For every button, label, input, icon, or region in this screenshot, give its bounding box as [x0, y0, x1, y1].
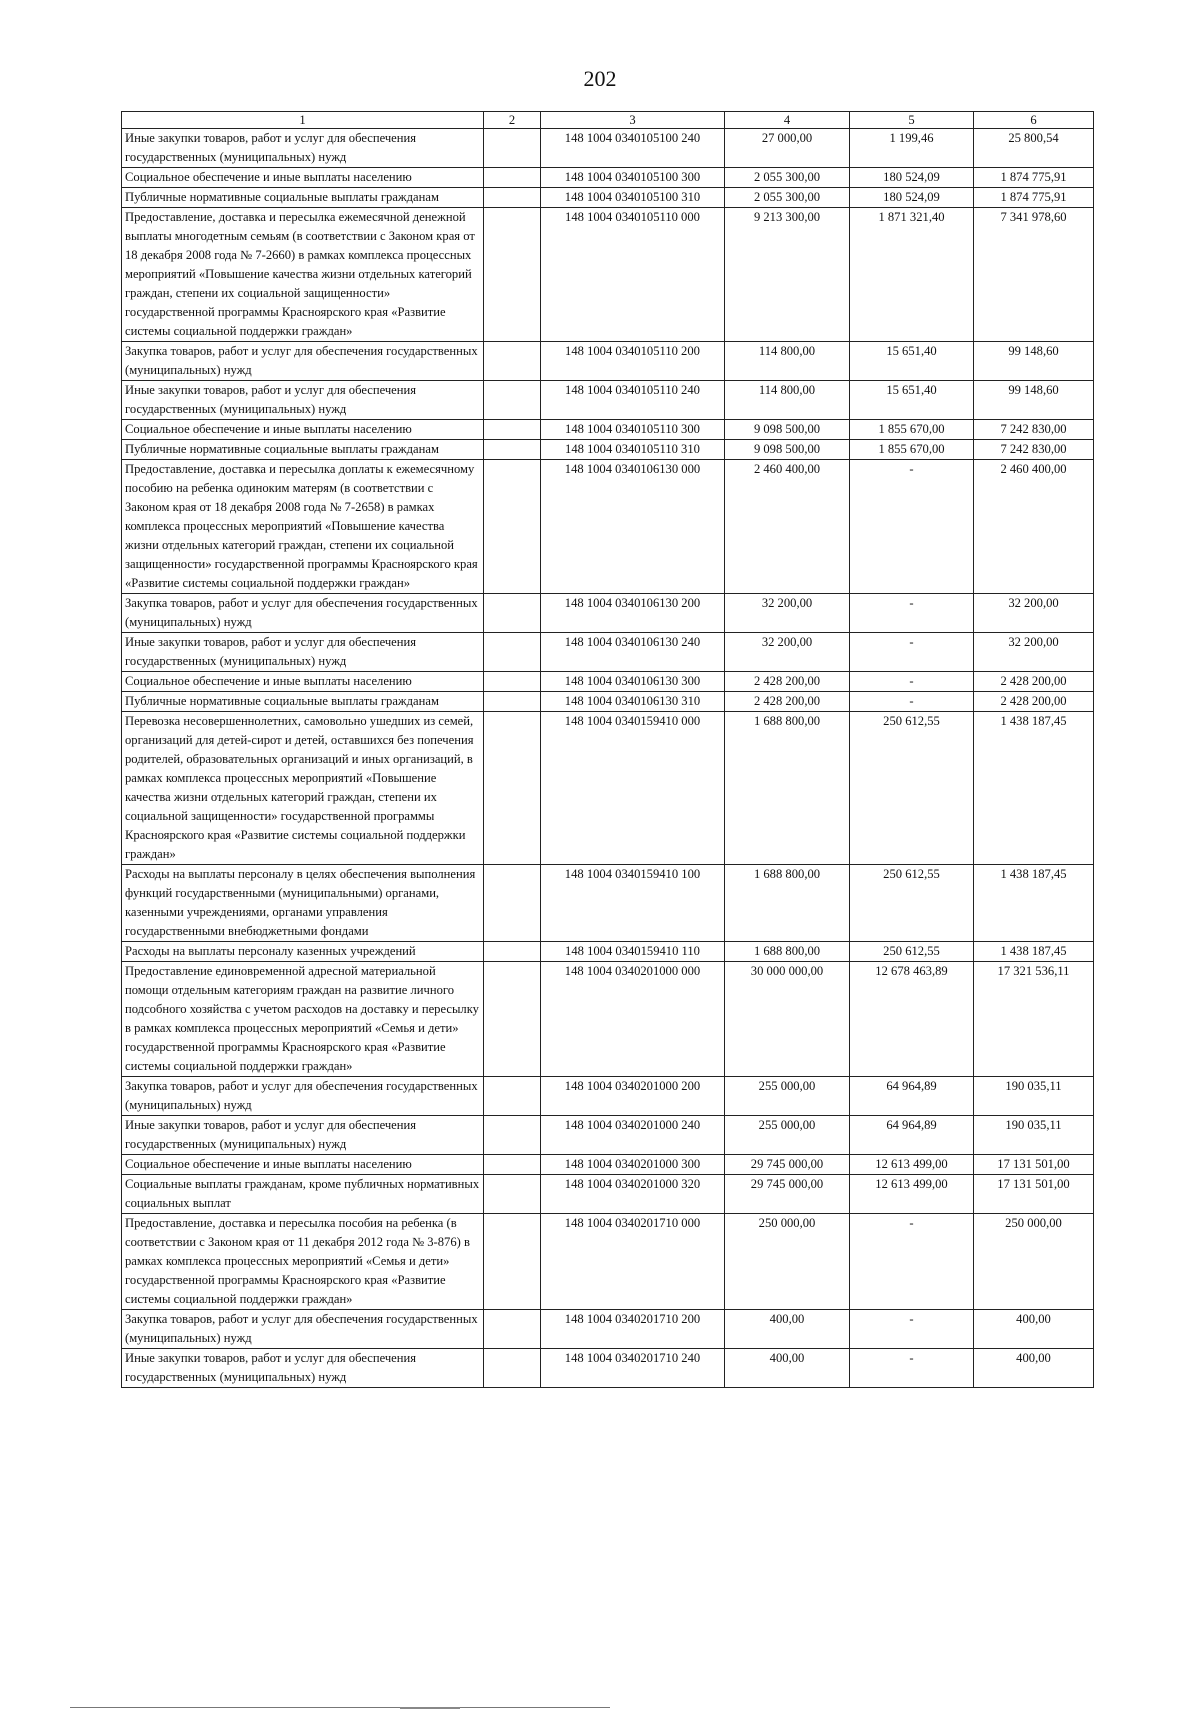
row-executed-cell: -: [850, 594, 974, 633]
column-header: 6: [974, 112, 1094, 129]
row-executed-cell: 15 651,40: [850, 381, 974, 420]
row-code-cell: 148 1004 0340201710 240: [541, 1349, 725, 1388]
row-name-cell: Социальное обеспечение и иные выплаты населению: [122, 420, 484, 440]
table-row: [122, 1310, 1094, 1349]
row-approved-cell: 250 000,00: [725, 1214, 850, 1310]
row-col2-cell: [484, 1349, 541, 1388]
row-remaining-cell: 7 341 978,60: [974, 208, 1094, 342]
row-code-cell: 148 1004 0340106130 240: [541, 633, 725, 672]
row-approved-cell: 2 428 200,00: [725, 692, 850, 712]
row-name-cell: Расходы на выплаты персоналу казенных учреждений: [122, 942, 484, 962]
row-executed-cell: 180 524,09: [850, 168, 974, 188]
row-col2-cell: [484, 342, 541, 381]
page-number: 202: [583, 66, 617, 91]
row-remaining-cell: 190 035,11: [974, 1077, 1094, 1116]
row-approved-cell: 255 000,00: [725, 1077, 850, 1116]
row-executed-cell: 12 613 499,00: [850, 1155, 974, 1175]
row-remaining-cell: 1 874 775,91: [974, 188, 1094, 208]
row-col2-cell: [484, 420, 541, 440]
row-approved-cell: 400,00: [725, 1310, 850, 1349]
budget-table: [121, 111, 1094, 1388]
row-name-cell: Публичные нормативные социальные выплаты гражданам: [122, 188, 484, 208]
row-approved-cell: 2 460 400,00: [725, 460, 850, 594]
row-col2-cell: [484, 942, 541, 962]
budget-sheet: [121, 111, 1093, 1388]
row-col2-cell: [484, 460, 541, 594]
table-row: [122, 633, 1094, 672]
row-col2-cell: [484, 1155, 541, 1175]
row-col2-cell: [484, 440, 541, 460]
row-remaining-cell: 32 200,00: [974, 594, 1094, 633]
row-name-cell: Социальные выплаты гражданам, кроме публичных нормативных социальных выплат: [122, 1175, 484, 1214]
row-code-cell: 148 1004 0340159410 100: [541, 865, 725, 942]
row-col2-cell: [484, 712, 541, 865]
row-remaining-cell: 17 131 501,00: [974, 1155, 1094, 1175]
row-name-cell: Предоставление, доставка и пересылка ежемесячной денежной выплаты многодетным семьям (в соответствии с Законом края от 18 декабря 2008 года № 7-2660) в рамках комплекса процессных мероприятий «Повышение качества жизни отдельных категорий граждан, степени их социальной защищенности» государственной программы Красноярского края «Развитие системы социальной поддержки граждан»: [122, 208, 484, 342]
row-code-cell: 148 1004 0340105110 000: [541, 208, 725, 342]
row-name-cell: Иные закупки товаров, работ и услуг для обеспечения государственных (муниципальных) нужд: [122, 129, 484, 168]
row-col2-cell: [484, 1116, 541, 1155]
row-executed-cell: 250 612,55: [850, 712, 974, 865]
table-row: [122, 129, 1094, 168]
table-row: [122, 208, 1094, 342]
row-name-cell: Иные закупки товаров, работ и услуг для обеспечения государственных (муниципальных) нужд: [122, 1349, 484, 1388]
row-name-cell: Предоставление, доставка и пересылка доплаты к ежемесячному пособию на ребенка одиноким матерям (в соответствии с Законом края от 18 декабря 2008 года № 7-2658) в рамках комплекса процессных мероприятий «Повышение качества жизни отдельных категорий граждан, степени их социальной защищенности» государственной программы Красноярского края «Развитие системы социальной поддержки граждан»: [122, 460, 484, 594]
row-name-cell: Социальное обеспечение и иные выплаты населению: [122, 672, 484, 692]
row-name-cell: Закупка товаров, работ и услуг для обеспечения государственных (муниципальных) нужд: [122, 1077, 484, 1116]
row-col2-cell: [484, 865, 541, 942]
row-executed-cell: 1 855 670,00: [850, 420, 974, 440]
row-remaining-cell: 400,00: [974, 1349, 1094, 1388]
row-col2-cell: [484, 129, 541, 168]
row-approved-cell: 1 688 800,00: [725, 942, 850, 962]
row-name-cell: Иные закупки товаров, работ и услуг для обеспечения государственных (муниципальных) нужд: [122, 1116, 484, 1155]
row-code-cell: 148 1004 0340201000 200: [541, 1077, 725, 1116]
column-header: 3: [541, 112, 725, 129]
row-code-cell: 148 1004 0340105100 300: [541, 168, 725, 188]
row-executed-cell: 12 613 499,00: [850, 1175, 974, 1214]
row-remaining-cell: 1 874 775,91: [974, 168, 1094, 188]
row-name-cell: Предоставление, доставка и пересылка пособия на ребенка (в соответствии с Законом края от 11 декабря 2012 года № 3-876) в рамках комплекса процессных мероприятий «Семья и дети» государственной программы Красноярского края «Развитие системы социальной поддержки граждан»: [122, 1214, 484, 1310]
row-approved-cell: 255 000,00: [725, 1116, 850, 1155]
table-row: [122, 420, 1094, 440]
table-row: [122, 1077, 1094, 1116]
row-col2-cell: [484, 1310, 541, 1349]
row-remaining-cell: 7 242 830,00: [974, 420, 1094, 440]
row-name-cell: Публичные нормативные социальные выплаты гражданам: [122, 440, 484, 460]
table-row: [122, 865, 1094, 942]
row-approved-cell: 400,00: [725, 1349, 850, 1388]
row-executed-cell: -: [850, 460, 974, 594]
table-row: [122, 712, 1094, 865]
row-code-cell: 148 1004 0340201000 000: [541, 962, 725, 1077]
row-name-cell: Иные закупки товаров, работ и услуг для обеспечения государственных (муниципальных) нужд: [122, 381, 484, 420]
table-row: [122, 962, 1094, 1077]
row-remaining-cell: 17 131 501,00: [974, 1175, 1094, 1214]
row-code-cell: 148 1004 0340106130 200: [541, 594, 725, 633]
row-approved-cell: 1 688 800,00: [725, 865, 850, 942]
row-code-cell: 148 1004 0340159410 110: [541, 942, 725, 962]
row-code-cell: 148 1004 0340105100 310: [541, 188, 725, 208]
row-remaining-cell: 1 438 187,45: [974, 865, 1094, 942]
row-remaining-cell: 7 242 830,00: [974, 440, 1094, 460]
row-executed-cell: -: [850, 1214, 974, 1310]
row-col2-cell: [484, 672, 541, 692]
row-code-cell: 148 1004 0340201000 240: [541, 1116, 725, 1155]
row-remaining-cell: 99 148,60: [974, 342, 1094, 381]
table-row: [122, 460, 1094, 594]
row-approved-cell: 9 098 500,00: [725, 440, 850, 460]
row-remaining-cell: 2 460 400,00: [974, 460, 1094, 594]
row-code-cell: 148 1004 0340106130 310: [541, 692, 725, 712]
row-executed-cell: -: [850, 633, 974, 672]
row-code-cell: 148 1004 0340105110 200: [541, 342, 725, 381]
row-executed-cell: 64 964,89: [850, 1077, 974, 1116]
footer-rule: [70, 1707, 610, 1708]
row-approved-cell: 32 200,00: [725, 594, 850, 633]
row-col2-cell: [484, 381, 541, 420]
row-executed-cell: -: [850, 672, 974, 692]
row-name-cell: Иные закупки товаров, работ и услуг для обеспечения государственных (муниципальных) нужд: [122, 633, 484, 672]
row-code-cell: 148 1004 0340159410 000: [541, 712, 725, 865]
row-col2-cell: [484, 168, 541, 188]
row-approved-cell: 2 428 200,00: [725, 672, 850, 692]
row-col2-cell: [484, 633, 541, 672]
row-code-cell: 148 1004 0340201710 000: [541, 1214, 725, 1310]
row-col2-cell: [484, 208, 541, 342]
row-code-cell: 148 1004 0340201000 320: [541, 1175, 725, 1214]
row-name-cell: Социальное обеспечение и иные выплаты населению: [122, 1155, 484, 1175]
row-col2-cell: [484, 1077, 541, 1116]
row-code-cell: 148 1004 0340105110 310: [541, 440, 725, 460]
row-executed-cell: 180 524,09: [850, 188, 974, 208]
row-name-cell: Закупка товаров, работ и услуг для обеспечения государственных (муниципальных) нужд: [122, 1310, 484, 1349]
table-row: [122, 692, 1094, 712]
table-row: [122, 672, 1094, 692]
row-remaining-cell: 17 321 536,11: [974, 962, 1094, 1077]
row-name-cell: Закупка товаров, работ и услуг для обеспечения государственных (муниципальных) нужд: [122, 342, 484, 381]
row-approved-cell: 29 745 000,00: [725, 1175, 850, 1214]
table-row: [122, 594, 1094, 633]
row-col2-cell: [484, 692, 541, 712]
table-row: [122, 381, 1094, 420]
row-remaining-cell: 99 148,60: [974, 381, 1094, 420]
row-executed-cell: 64 964,89: [850, 1116, 974, 1155]
table-row: [122, 1349, 1094, 1388]
column-header: 4: [725, 112, 850, 129]
row-approved-cell: 2 055 300,00: [725, 168, 850, 188]
row-remaining-cell: 400,00: [974, 1310, 1094, 1349]
budget-table-body: [122, 112, 1094, 1388]
row-approved-cell: 9 098 500,00: [725, 420, 850, 440]
row-remaining-cell: 2 428 200,00: [974, 672, 1094, 692]
footer-rule-mark: [400, 1707, 460, 1709]
row-approved-cell: 9 213 300,00: [725, 208, 850, 342]
row-code-cell: 148 1004 0340201710 200: [541, 1310, 725, 1349]
column-header: 1: [122, 112, 484, 129]
row-col2-cell: [484, 1214, 541, 1310]
row-approved-cell: 29 745 000,00: [725, 1155, 850, 1175]
table-header-row: [122, 112, 1094, 129]
row-approved-cell: 2 055 300,00: [725, 188, 850, 208]
table-row: [122, 342, 1094, 381]
row-executed-cell: 250 612,55: [850, 865, 974, 942]
row-col2-cell: [484, 1175, 541, 1214]
column-header: 5: [850, 112, 974, 129]
column-header: 2: [484, 112, 541, 129]
row-code-cell: 148 1004 0340201000 300: [541, 1155, 725, 1175]
row-approved-cell: 27 000,00: [725, 129, 850, 168]
table-row: [122, 188, 1094, 208]
row-executed-cell: 1 871 321,40: [850, 208, 974, 342]
row-code-cell: 148 1004 0340106130 000: [541, 460, 725, 594]
row-code-cell: 148 1004 0340106130 300: [541, 672, 725, 692]
row-executed-cell: 12 678 463,89: [850, 962, 974, 1077]
table-row: [122, 1214, 1094, 1310]
row-name-cell: Перевозка несовершеннолетних, самовольно ушедших из семей, организаций для детей-сирот и детей, оставшихся без попечения родителей, образовательных организаций и иных организаций, в рамках комплекса процессных мероприятий «Повышение качества жизни отдельных категорий граждан, степени их социальной защищенности» государственной программы Красноярского края «Развитие системы социальной поддержки граждан»: [122, 712, 484, 865]
row-name-cell: Расходы на выплаты персоналу в целях обеспечения выполнения функций государственными (муниципальными) органами, казенными учреждениями, органами управления государственными внебюджетными фондами: [122, 865, 484, 942]
row-name-cell: Публичные нормативные социальные выплаты гражданам: [122, 692, 484, 712]
row-remaining-cell: 1 438 187,45: [974, 712, 1094, 865]
table-row: [122, 440, 1094, 460]
table-row: [122, 1116, 1094, 1155]
row-executed-cell: -: [850, 1310, 974, 1349]
row-name-cell: Предоставление единовременной адресной материальной помощи отдельным категориям граждан на развитие личного подсобного хозяйства с учетом расходов на доставку и пересылку в рамках комплекса процессных мероприятий «Семья и дети» государственной программы Красноярского края «Развитие системы социальной поддержки граждан»: [122, 962, 484, 1077]
row-executed-cell: 1 199,46: [850, 129, 974, 168]
row-executed-cell: 250 612,55: [850, 942, 974, 962]
row-executed-cell: -: [850, 692, 974, 712]
row-executed-cell: -: [850, 1349, 974, 1388]
row-approved-cell: 114 800,00: [725, 342, 850, 381]
row-remaining-cell: 1 438 187,45: [974, 942, 1094, 962]
row-approved-cell: 30 000 000,00: [725, 962, 850, 1077]
table-row: [122, 942, 1094, 962]
row-executed-cell: 15 651,40: [850, 342, 974, 381]
row-remaining-cell: 32 200,00: [974, 633, 1094, 672]
row-code-cell: 148 1004 0340105100 240: [541, 129, 725, 168]
row-col2-cell: [484, 962, 541, 1077]
row-code-cell: 148 1004 0340105110 240: [541, 381, 725, 420]
row-remaining-cell: 250 000,00: [974, 1214, 1094, 1310]
row-code-cell: 148 1004 0340105110 300: [541, 420, 725, 440]
row-approved-cell: 32 200,00: [725, 633, 850, 672]
row-approved-cell: 1 688 800,00: [725, 712, 850, 865]
row-remaining-cell: 25 800,54: [974, 129, 1094, 168]
row-remaining-cell: 190 035,11: [974, 1116, 1094, 1155]
row-name-cell: Закупка товаров, работ и услуг для обеспечения государственных (муниципальных) нужд: [122, 594, 484, 633]
row-col2-cell: [484, 594, 541, 633]
row-remaining-cell: 2 428 200,00: [974, 692, 1094, 712]
table-row: [122, 1175, 1094, 1214]
row-name-cell: Социальное обеспечение и иные выплаты населению: [122, 168, 484, 188]
row-approved-cell: 114 800,00: [725, 381, 850, 420]
row-executed-cell: 1 855 670,00: [850, 440, 974, 460]
table-row: [122, 1155, 1094, 1175]
table-row: [122, 168, 1094, 188]
row-col2-cell: [484, 188, 541, 208]
